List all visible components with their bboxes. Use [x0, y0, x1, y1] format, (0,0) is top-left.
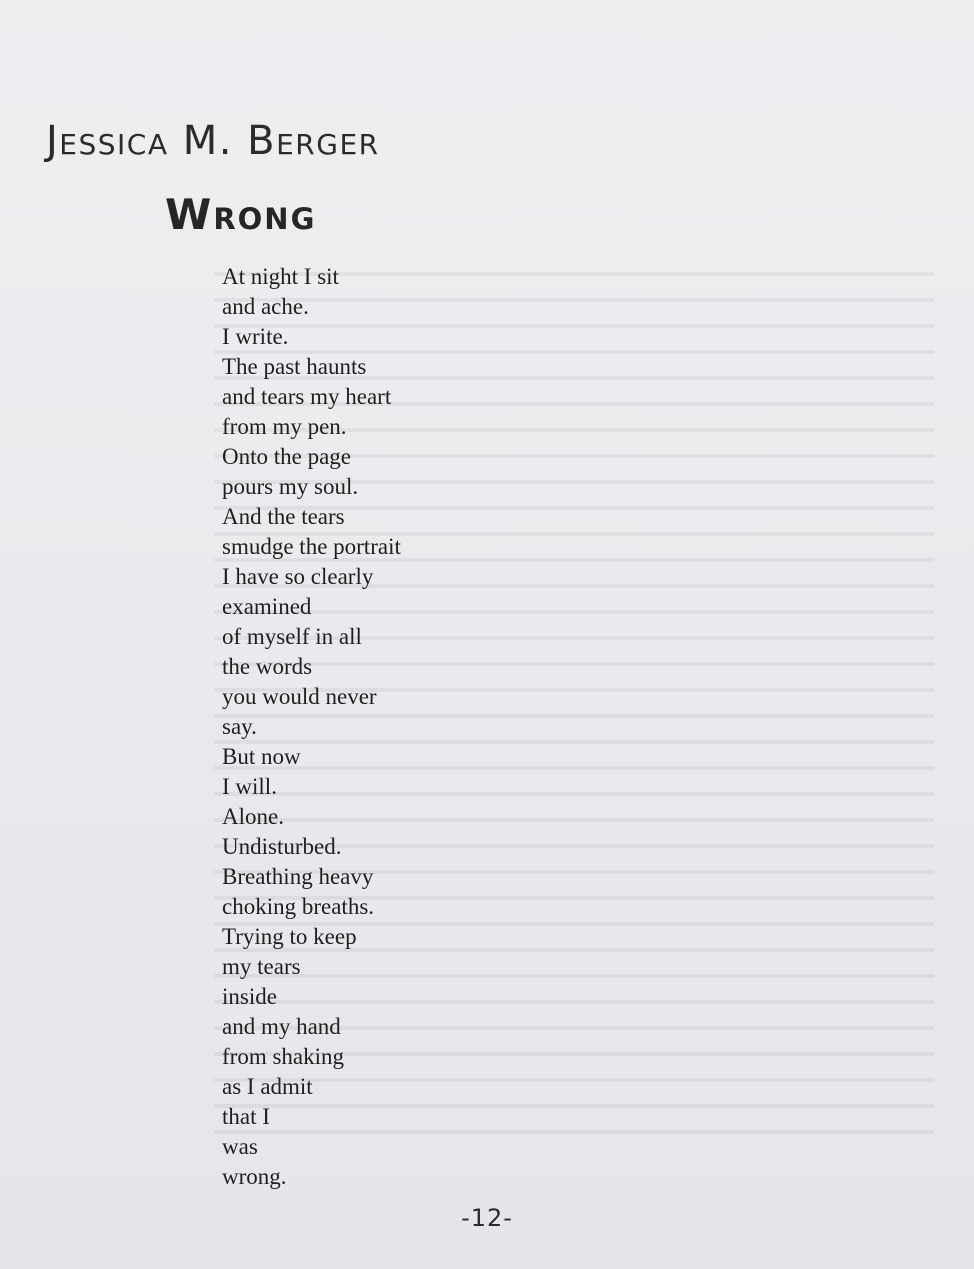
poem-line: Onto the page: [222, 444, 352, 469]
poem-line: Undisturbed.: [222, 834, 342, 859]
poem-line: I write.: [222, 324, 289, 349]
poem-line: examined: [222, 594, 312, 619]
poem-line: wrong.: [222, 1164, 287, 1189]
poem-line: of myself in all: [222, 624, 362, 649]
poem-line: the words: [222, 654, 313, 679]
poem-line: and my hand: [222, 1014, 341, 1039]
poem-line: Breathing heavy: [222, 864, 374, 889]
poem-line: Trying to keep: [222, 924, 357, 949]
poem-line: was: [222, 1134, 258, 1159]
poem-line: I have so clearly: [222, 564, 374, 589]
poem-line: you would never: [222, 684, 377, 709]
poem-line: that I: [222, 1104, 270, 1129]
poem-line: from my pen.: [222, 414, 347, 439]
poem-line: and ache.: [222, 294, 309, 319]
poem-line: say.: [222, 714, 257, 739]
poem-line: as I admit: [222, 1074, 313, 1099]
poem-line: choking breaths.: [222, 894, 375, 919]
poem-line: I will.: [222, 774, 277, 799]
author-name: Jessica M. Berger: [46, 118, 380, 164]
poem-body: [222, 262, 401, 1192]
poem-line: from shaking: [222, 1044, 345, 1069]
poem-title: Wrong: [165, 190, 317, 239]
page-number: -12-: [461, 1204, 513, 1232]
poem-line: The past haunts: [222, 354, 367, 379]
poem-line: inside: [222, 984, 277, 1009]
poem-line: Alone.: [222, 804, 284, 829]
poem-line: At night I sit: [222, 264, 339, 289]
poem-line: smudge the portrait: [222, 534, 401, 559]
poem-line: my tears: [222, 954, 301, 979]
poem-line: And the tears: [222, 504, 345, 529]
poem-line: But now: [222, 744, 301, 769]
poem-line: and tears my heart: [222, 384, 392, 409]
poem-line: pours my soul.: [222, 474, 359, 499]
